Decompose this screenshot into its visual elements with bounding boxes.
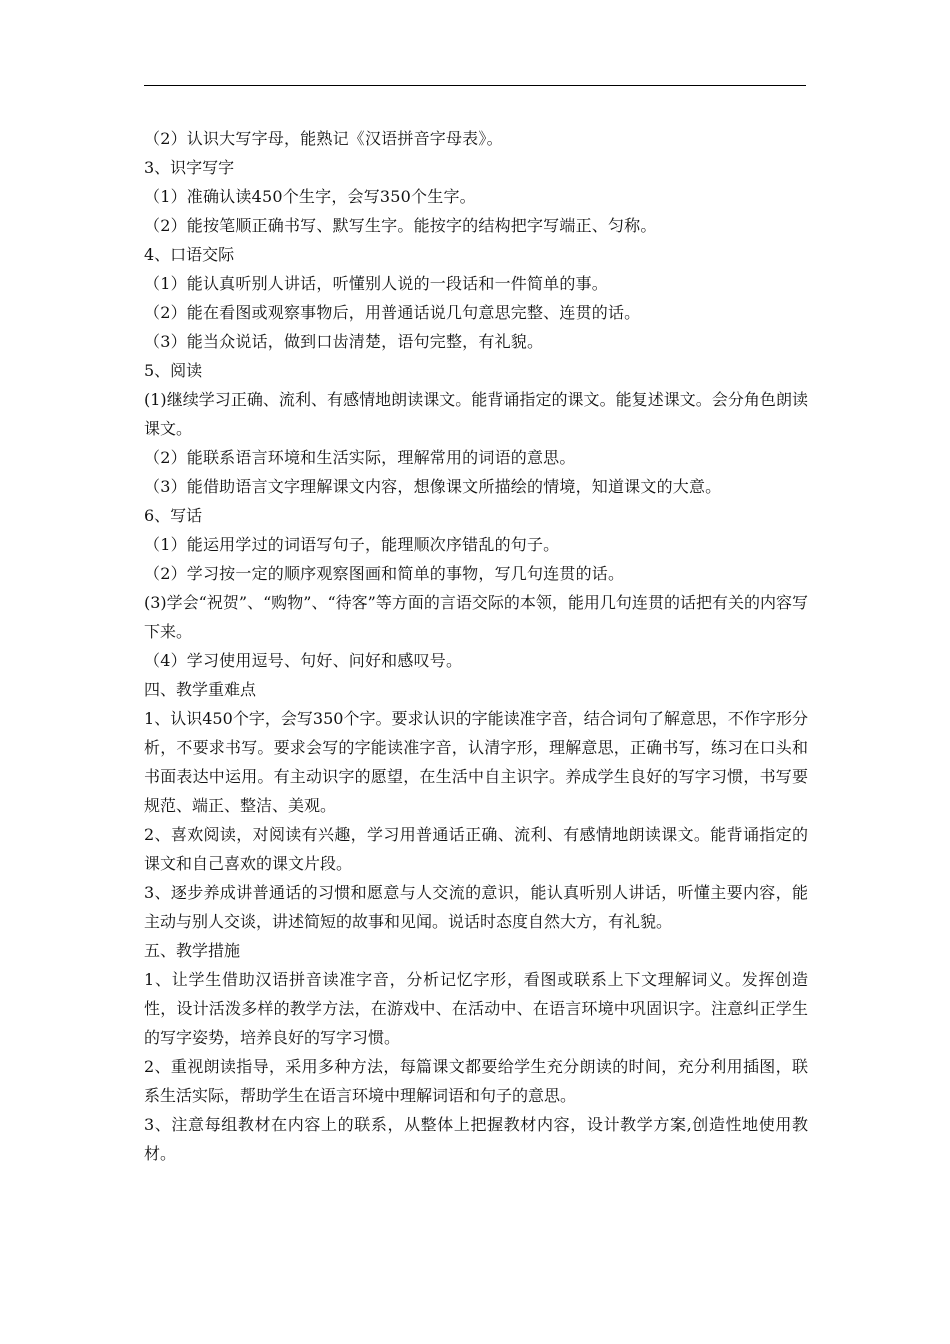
paragraph: 3、注意每组教材在内容上的联系，从整体上把握教材内容，设计教学方案,创造性地使用教材。	[144, 1115, 808, 1163]
section-heading: 5、阅读	[144, 361, 203, 380]
paragraph: （1）能认真听别人讲话，听懂别人说的一段话和一件简单的事。	[144, 274, 608, 293]
paragraph: （3）能借助语言文字理解课文内容，想像课文所描绘的情境，知道课文的大意。	[144, 477, 722, 496]
document-body	[144, 124, 808, 1168]
section-heading: 3、识字写字	[144, 158, 235, 177]
paragraph: （1）准确认读450个生字，会写350个生字。	[144, 187, 476, 206]
section-heading: 四、教学重难点	[144, 680, 257, 699]
section-heading: 6、写话	[144, 506, 203, 525]
paragraph: （2）能按笔顺正确书写、默写生字。能按字的结构把字写端正、匀称。	[144, 216, 657, 235]
paragraph: （1）能运用学过的词语写句子，能理顺次序错乱的句子。	[144, 535, 560, 554]
paragraph: 3、逐步养成讲普通话的习惯和愿意与人交流的意识，能认真听别人讲话，听懂主要内容，能主动与别人交谈，讲述简短的故事和见闻。说话时态度自然大方，有礼貌。	[144, 883, 808, 931]
paragraph: 2、重视朗读指导，采用多种方法，每篇课文都要给学生充分朗读的时间，充分利用插图，联系生活实际，帮助学生在语言环境中理解词语和句子的意思。	[144, 1057, 808, 1105]
paragraph: （4）学习使用逗号、句好、问好和感叹号。	[144, 651, 463, 670]
paragraph: （3）能当众说话，做到口齿清楚，语句完整，有礼貌。	[144, 332, 544, 351]
section-heading: 4、口语交际	[144, 245, 235, 264]
paragraph: 2、喜欢阅读，对阅读有兴趣，学习用普通话正确、流利、有感情地朗读课文。能背诵指定的课文和自己喜欢的课文片段。	[144, 825, 808, 873]
paragraph: (1)继续学习正确、流利、有感情地朗读课文。能背诵指定的课文。能复述课文。会分角色朗读课文。	[144, 390, 808, 438]
paragraph: （2）能联系语言环境和生活实际，理解常用的词语的意思。	[144, 448, 576, 467]
section-heading: 五、教学措施	[144, 941, 241, 960]
paragraph: （2）学习按一定的顺序观察图画和简单的事物，写几句连贯的话。	[144, 564, 625, 583]
header-rule	[144, 85, 806, 86]
paragraph: （2）认识大写字母，能熟记《汉语拼音字母表》。	[144, 129, 503, 148]
paragraph: (3)学会“祝贺”、“购物”、“待客”等方面的言语交际的本领，能用几句连贯的话把有关的内容写下来。	[144, 593, 808, 641]
paragraph: 1、认识450个字，会写350个字。要求认识的字能读准字音，结合词句了解意思，不作字形分析，不要求书写。要求会写的字能读准字音，认清字形，理解意思，正确书写，练习在口头和书面表达中运用。有主动识字的愿望，在生活中自主识字。养成学生良好的写字习惯，书写要规范、端正、整洁、美观。	[144, 709, 808, 815]
paragraph: （2）能在看图或观察事物后，用普通话说几句意思完整、连贯的话。	[144, 303, 641, 322]
paragraph: 1、让学生借助汉语拼音读准字音，分析记忆字形，看图或联系上下文理解词义。发挥创造性，设计活泼多样的教学方法，在游戏中、在活动中、在语言环境中巩固识字。注意纠正学生的写字姿势，培养良好的写字习惯。	[144, 970, 808, 1047]
